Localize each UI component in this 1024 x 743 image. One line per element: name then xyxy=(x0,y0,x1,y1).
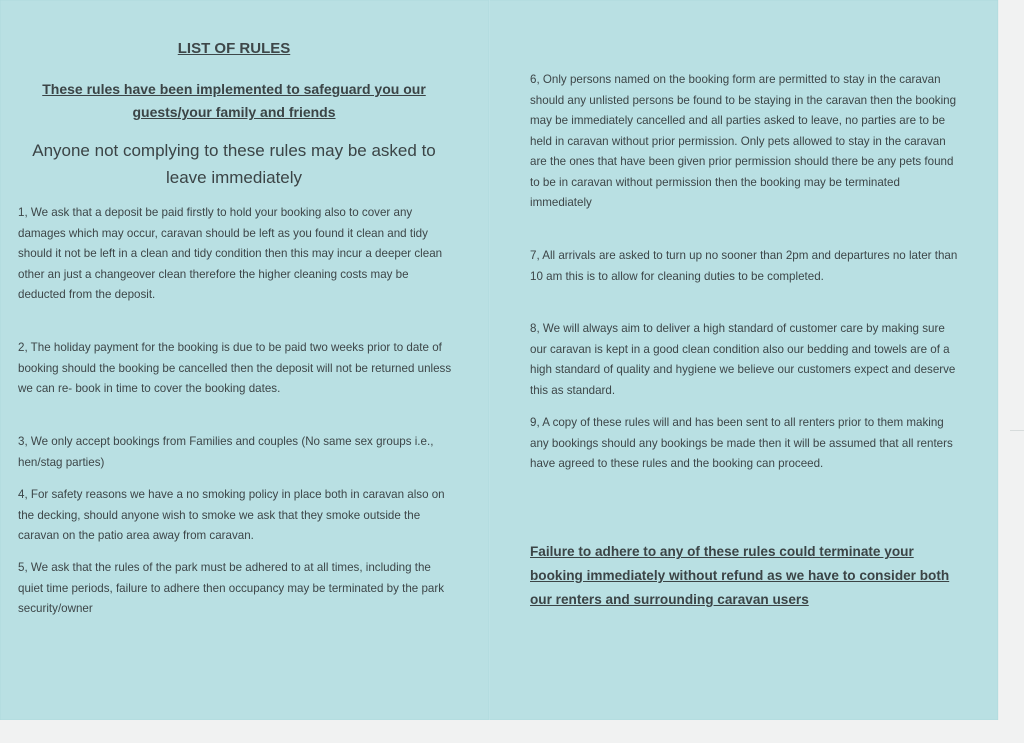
scan-edge-mark xyxy=(1010,430,1024,431)
safeguard-heading: These rules have been implemented to safeguard you our guests/your family and friends xyxy=(42,81,426,120)
rule-1: 1, We ask that a deposit be paid firstly to hold your booking also to cover any damages which may occur, caravan should be left as you found it clean and tidy should it not be left in a clean and tidy condition then this may incur a deeper clean other an just a changeover clean therefore the higher cleaning costs may be deducted from the deposit. xyxy=(18,206,443,301)
page-fold xyxy=(488,0,490,720)
rule-4: 4, For safety reasons we have a no smoking policy in place both in caravan also on the decking, should anyone wish to smoke we ask that they smoke outside the caravan on the patio area away from caravan. xyxy=(18,488,445,542)
rules-title: LIST OF RULES xyxy=(177,40,291,57)
rule-2: 2, The holiday payment for the booking is due to be paid two weeks prior to date of booking should the booking be cancelled then the deposit will not be returned unless we can re- book in time to cover the booking dates. xyxy=(18,341,452,395)
failure-notice: Failure to adhere to any of these rules could terminate your booking immediately without refund as we have to consider both our renters and surrounding caravan users xyxy=(530,544,950,607)
rule-9: 9, A copy of these rules will and has been sent to all renters prior to them making any bookings should any bookings be made then it will be assumed that all renters have agreed to these rules and the booking can proceed. xyxy=(530,416,953,470)
rule-3: 3, We only accept bookings from Families and couples (No same sex groups i.e., hen/stag parties) xyxy=(18,435,434,469)
rule-6: 6, Only persons named on the booking form are permitted to stay in the caravan should any unlisted persons be found to be staying in the caravan then the booking may be immediately cancelled and all parties asked to leave, no parties are to be held in caravan without prior permission. Only pets allowed to stay in the caravan are the ones that have been given prior permission should there be any pets found to be in caravan without permission then the booking may be terminated immediately xyxy=(530,73,957,209)
rule-5: 5, We ask that the rules of the park must be adhered to at all times, including the quiet time periods, failure to adhere then occupancy may be terminated by the park security/owner xyxy=(18,561,444,615)
rule-8: 8, We will always aim to deliver a high standard of customer care by making sure our caravan is kept in a good clean condition also our bedding and towels are of a high standard of quality and hygiene we believe our customers expect and deserve this as standard. xyxy=(530,322,956,397)
warning-heading: Anyone not complying to these rules may be asked to leave immediately xyxy=(32,141,436,187)
rule-7: 7, All arrivals are asked to turn up no sooner than 2pm and departures no later than 10 am this is to allow for cleaning duties to be completed. xyxy=(530,249,958,283)
